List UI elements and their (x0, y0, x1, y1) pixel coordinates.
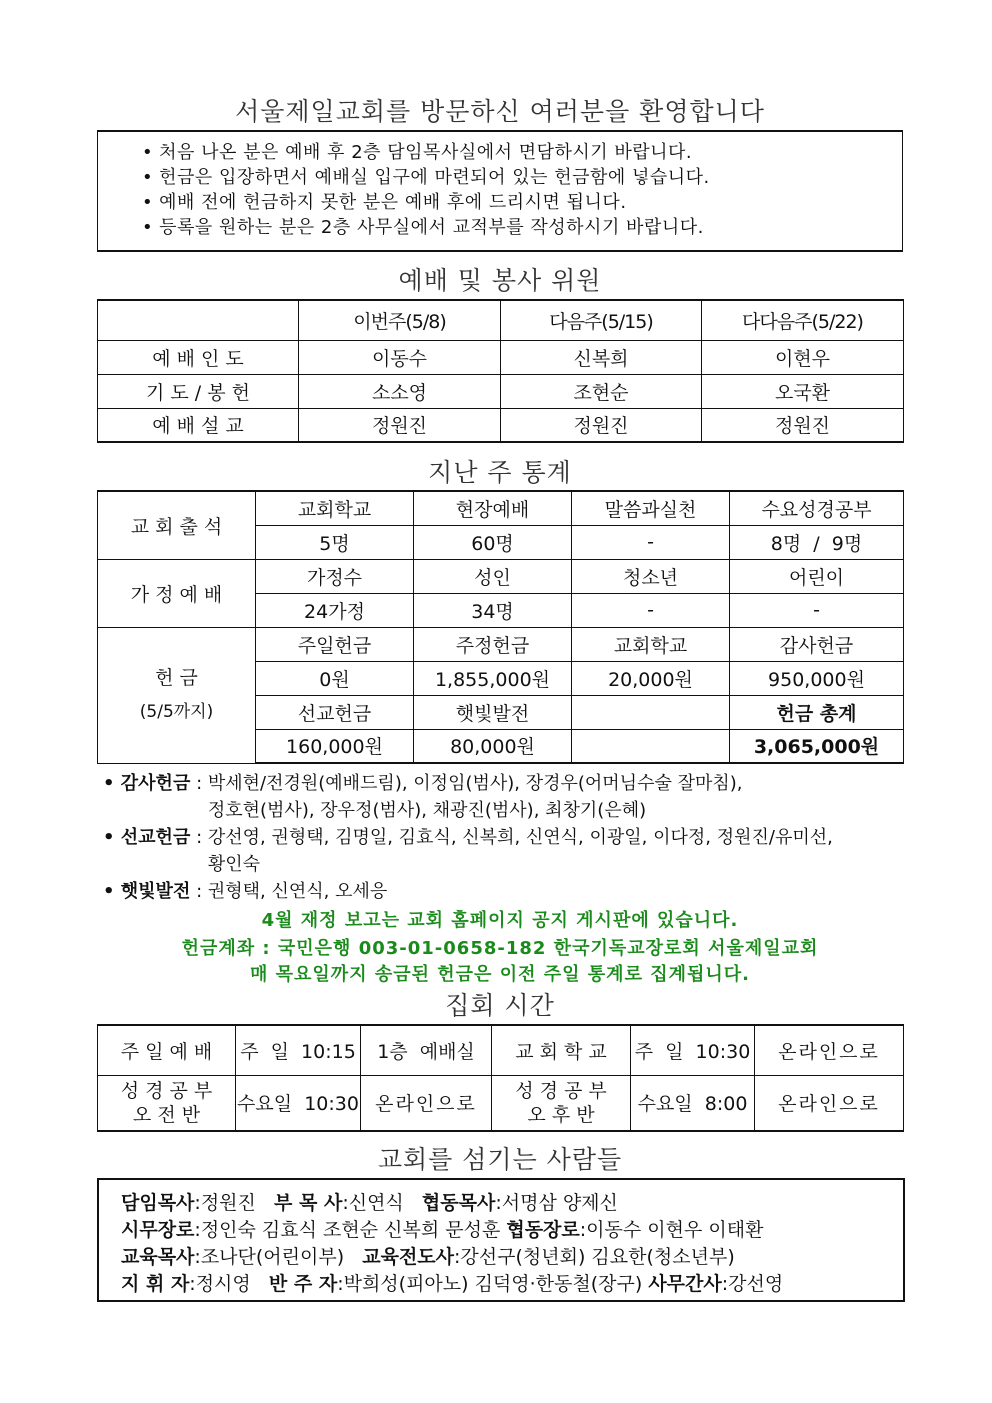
donor-separator: : (190, 827, 208, 848)
servers-cell: 이동수 (299, 340, 501, 374)
offering-header: 주일헌금 (256, 627, 414, 661)
offering-sublabel: (5/5까지) (139, 702, 214, 722)
servers-cell: 신복희 (501, 340, 702, 374)
notice-item: • 예배 전에 헌금하지 못한 분은 예배 후에 드리시면 됩니다. (142, 190, 902, 215)
attendance-header: 수요성경공부 (730, 491, 904, 525)
servers-cell: 오국환 (702, 374, 904, 408)
servers-cell: 정원진 (299, 408, 501, 442)
servers-header-week-after: 다다음주(5/22) (702, 300, 904, 340)
offering-value: 1,855,000원 (414, 661, 572, 695)
offering-value: 0원 (256, 661, 414, 695)
servers-header-next-week: 다음주(5/15) (501, 300, 702, 340)
servers-table (97, 299, 904, 443)
announcement-report: 4월 재정 보고는 교회 홈페이지 공지 게시판에 있습니다. (261, 910, 739, 931)
stats-title: 지난 주 통계 (428, 458, 572, 487)
donor-label: • 감사헌금 (103, 773, 191, 794)
meeting-place: 1층 예배실 (361, 1025, 492, 1075)
servers-cell: 이현우 (702, 340, 904, 374)
donor-separator: : (190, 773, 208, 794)
offering-value: 80,000원 (414, 729, 572, 763)
offering-value: 20,000원 (572, 661, 730, 695)
offering-header: 교회학교 (572, 627, 730, 661)
notice-item: • 처음 나온 분은 예배 후 2층 담임목사실에서 면담하시기 바랍니다. (142, 140, 902, 165)
offering-header: 햇빛발전 (414, 695, 572, 729)
attendance-header: 현장예배 (414, 491, 572, 525)
offering-total-header: 헌금 총계 (730, 695, 904, 729)
staff-line: 교육목사:조나단(어린이부) 교육전도사:강선구(청년회) 김요한(청소년부) (121, 1246, 735, 1268)
offering-label: 헌 금 (155, 667, 198, 689)
meeting-name: 성 경 공 부 오 후 반 (492, 1075, 631, 1131)
meeting-place: 온라인으로 (755, 1075, 904, 1131)
family-value: - (730, 593, 904, 627)
family-header: 성인 (414, 559, 572, 593)
family-value: 34명 (414, 593, 572, 627)
servers-cell: 소소영 (299, 374, 501, 408)
offering-header (572, 695, 730, 729)
family-value: - (572, 593, 730, 627)
staff-box (97, 1178, 905, 1302)
donor-label: • 선교헌금 (103, 827, 191, 848)
servers-cell: 정원진 (501, 408, 702, 442)
family-header: 청소년 (572, 559, 730, 593)
meeting-time: 주 일 10:15 (236, 1025, 361, 1075)
servers-title: 예배 및 봉사 위원 (398, 266, 602, 295)
welcome-notice-list (98, 132, 902, 240)
offering-header: 감사헌금 (730, 627, 904, 661)
meeting-time: 주 일 10:30 (631, 1025, 755, 1075)
meetings-title: 집회 시간 (445, 991, 555, 1020)
attendance-value: 5명 (256, 525, 414, 559)
stats-table (97, 490, 904, 764)
donor-names: 권형택, 신연식, 오세응 (207, 881, 388, 902)
meeting-name: 주 일 예 배 (98, 1025, 236, 1075)
offering-header: 주정헌금 (414, 627, 572, 661)
servers-header-this-week: 이번주(5/8) (299, 300, 501, 340)
donor-names: 강선영, 권형택, 김명일, 김효식, 신복희, 신연식, 이광일, 이다정, 정원진/유미선, 황인숙 (207, 827, 833, 875)
offering-header: 선교헌금 (256, 695, 414, 729)
meetings-table (97, 1024, 904, 1132)
offering-value: 160,000원 (256, 729, 414, 763)
attendance-value: 8명 / 9명 (730, 525, 904, 559)
attendance-label: 교 회 출 석 (98, 491, 256, 559)
notice-item: • 등록을 원하는 분은 2층 사무실에서 교적부를 작성하시기 바랍니다. (142, 215, 902, 240)
family-value: 24가정 (256, 593, 414, 627)
meeting-place: 온라인으로 (755, 1025, 904, 1075)
meeting-place: 온라인으로 (361, 1075, 492, 1131)
offering-value: 950,000원 (730, 661, 904, 695)
meeting-name: 교 회 학 교 (492, 1025, 631, 1075)
meeting-time: 수요일 8:00 (631, 1075, 755, 1131)
servers-role: 예 배 인 도 (98, 340, 299, 374)
family-header: 가정수 (256, 559, 414, 593)
donor-names: 박세현/전경원(예배드림), 이정임(범사), 장경우(어머님수술 잘마침), 정호현(범사), 장우정(범사), 채광진(범사), 최창기(은혜) (207, 773, 743, 821)
notice-item: • 헌금은 입장하면서 예배실 입구에 마련되어 있는 헌금함에 넣습니다. (142, 165, 902, 190)
meeting-name: 성 경 공 부 오 전 반 (98, 1075, 236, 1131)
offering-value (572, 729, 730, 763)
offering-label-cell (98, 627, 256, 763)
donor-row-thanks (103, 770, 903, 824)
attendance-header: 교회학교 (256, 491, 414, 525)
family-label: 가 정 예 배 (98, 559, 256, 627)
family-header: 어린이 (730, 559, 904, 593)
staff-line: 지 휘 자:정시영 반 주 자:박희성(피아노) 김덕영·한동철(장구) 사무간사:강선영 (121, 1273, 784, 1295)
welcome-notice-box (97, 130, 903, 252)
offering-total-value: 3,065,000원 (730, 729, 904, 763)
donor-row-solar (103, 878, 903, 905)
attendance-value: - (572, 525, 730, 559)
staff-line: 시무장로:정인숙 김효식 조현순 신복희 문성훈 협동장로:이동수 이현우 이태환 (121, 1219, 764, 1241)
announcement-deadline: 매 목요일까지 송금된 헌금은 이전 주일 통계로 집계됩니다. (249, 964, 750, 985)
servers-cell: 조현순 (501, 374, 702, 408)
servers-header-blank (98, 300, 299, 340)
servers-role: 예 배 설 교 (98, 408, 299, 442)
servers-role: 기 도 / 봉 헌 (98, 374, 299, 408)
donor-label: • 햇빛발전 (103, 881, 191, 902)
announcement-account: 헌금계좌 : 국민은행 003-01-0658-182 한국기독교장로회 서울제일교회 (181, 938, 819, 959)
servers-cell: 정원진 (702, 408, 904, 442)
welcome-title: 서울제일교회를 방문하신 여러분을 환영합니다 (235, 97, 765, 126)
donor-separator: : (190, 881, 208, 902)
attendance-header: 말씀과실천 (572, 491, 730, 525)
attendance-value: 60명 (414, 525, 572, 559)
staff-title: 교회를 섬기는 사람들 (377, 1145, 623, 1174)
donor-list (103, 770, 903, 905)
donor-row-mission (103, 824, 903, 878)
staff-line: 담임목사:정원진 부 목 사:신연식 협동목사:서명삼 양제신 (121, 1192, 618, 1214)
meeting-time: 수요일 10:30 (236, 1075, 361, 1131)
